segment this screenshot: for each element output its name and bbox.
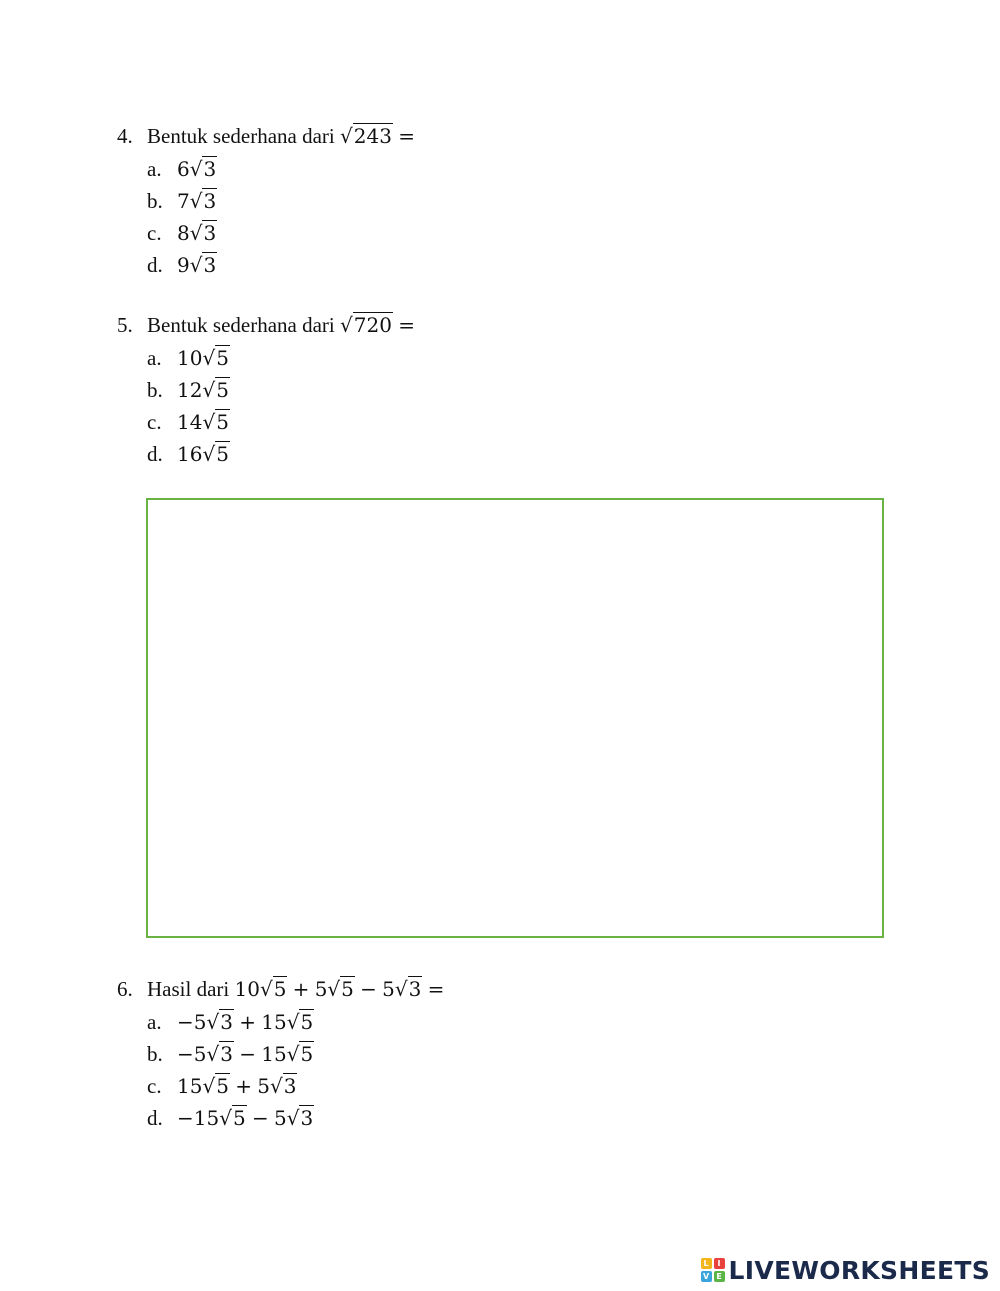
option-letter: d. [147,442,163,466]
option-letter: d. [147,253,163,277]
sign: − [177,1042,194,1066]
radicand: 3 [203,253,217,277]
coefficient: 15 [193,1106,220,1130]
liveworksheets-logo[interactable] [701,1255,990,1285]
coefficient: 5 [314,977,328,1001]
logo-text: LIVEWORKSHEETS [728,1255,990,1285]
radicand: 3 [300,1106,314,1130]
option-c: c. 8√3 [147,221,217,245]
radicand: 5 [300,1042,314,1066]
sqrt-expression: √720 [340,313,392,337]
radicand: 5 [216,346,229,370]
radicand: 5 [216,378,229,402]
radicand: 3 [408,977,422,1001]
question-prefix: Bentuk sederhana dari [147,124,335,148]
radicand: 5 [216,1074,229,1098]
coefficient: 8 [177,221,190,245]
option-letter: b. [147,1042,163,1066]
coefficient: 15 [177,1074,203,1098]
coefficient: 6 [177,157,190,181]
equals-sign: = [427,977,445,1001]
question-number: 6. [117,977,133,1001]
operator: + [235,1074,252,1098]
option-b: b. 12√5 [147,378,229,402]
radicand: 5 [216,410,229,434]
radicand: 243 [353,124,392,148]
option-letter: c. [147,221,162,245]
coefficient: 12 [177,378,203,402]
question-prefix: Hasil dari [147,977,230,1001]
radicand: 3 [203,189,217,213]
option-a: a. −5√3 + 15√5 [147,1010,314,1034]
coefficient: 15 [261,1042,287,1066]
coefficient: 14 [177,410,203,434]
radicand: 5 [273,977,287,1001]
option-c: c. 15√5 + 5√3 [147,1074,297,1098]
radicand: 3 [203,221,217,245]
option-b: b. −5√3 − 15√5 [147,1042,314,1066]
question-number: 4. [117,124,133,148]
option-letter: c. [147,410,162,434]
option-d: d. 16√5 [147,442,229,466]
operator: − [251,1106,269,1130]
radicand: 3 [220,1010,233,1034]
radicand: 5 [341,977,354,1001]
question-number: 5. [117,313,133,337]
option-letter: d. [147,1106,163,1130]
option-b: b. 7√3 [147,189,217,213]
coefficient: 5 [382,977,395,1001]
radicand: 3 [220,1042,233,1066]
operator: + [239,1010,256,1034]
logo-tile: V [701,1271,712,1282]
logo-tiles-icon [701,1258,725,1282]
option-c: c. 14√5 [147,410,229,434]
question-text: Hasil dari 10√5 + 5√5 − 5√3 = [147,977,445,1001]
sign: − [177,1106,194,1130]
equals-sign: = [398,124,415,148]
coefficient: 10 [177,346,203,370]
coefficient: 9 [177,253,190,277]
radicand: 3 [203,157,217,181]
coefficient: 5 [193,1042,207,1066]
option-letter: a. [147,346,162,370]
radicand: 720 [353,313,392,337]
option-a: a. 6√3 [147,157,217,181]
radicand: 5 [216,442,229,466]
option-d: d. 9√3 [147,253,217,277]
operator: − [360,977,377,1001]
equals-sign: = [398,313,415,337]
logo-tile: I [714,1258,725,1269]
option-letter: b. [147,378,163,402]
operator: − [239,1042,256,1066]
option-letter: a. [147,1010,162,1034]
sign: − [177,1010,194,1034]
sqrt-expression: √243 [340,124,392,148]
coefficient: 15 [261,1010,287,1034]
answer-input-box[interactable] [146,498,884,938]
coefficient: 5 [257,1074,270,1098]
coefficient: 7 [177,189,190,213]
radicand: 3 [283,1074,297,1098]
radicand: 5 [300,1010,314,1034]
question-text [147,313,415,338]
coefficient: 5 [273,1106,287,1130]
coefficient: 16 [177,442,203,466]
coefficient: 10 [234,977,260,1001]
option-a: a. 10√5 [147,346,229,370]
operator: + [292,977,310,1001]
option-letter: a. [147,157,162,181]
question-prefix: Bentuk sederhana dari [147,313,335,337]
logo-tile: L [701,1258,712,1269]
logo-tile: E [714,1271,725,1282]
option-d: d. −15√5 − 5√3 [147,1106,314,1130]
coefficient: 5 [193,1010,207,1034]
option-letter: b. [147,189,163,213]
question-text [147,124,415,149]
radicand: 5 [232,1106,246,1130]
option-letter: c. [147,1074,162,1098]
